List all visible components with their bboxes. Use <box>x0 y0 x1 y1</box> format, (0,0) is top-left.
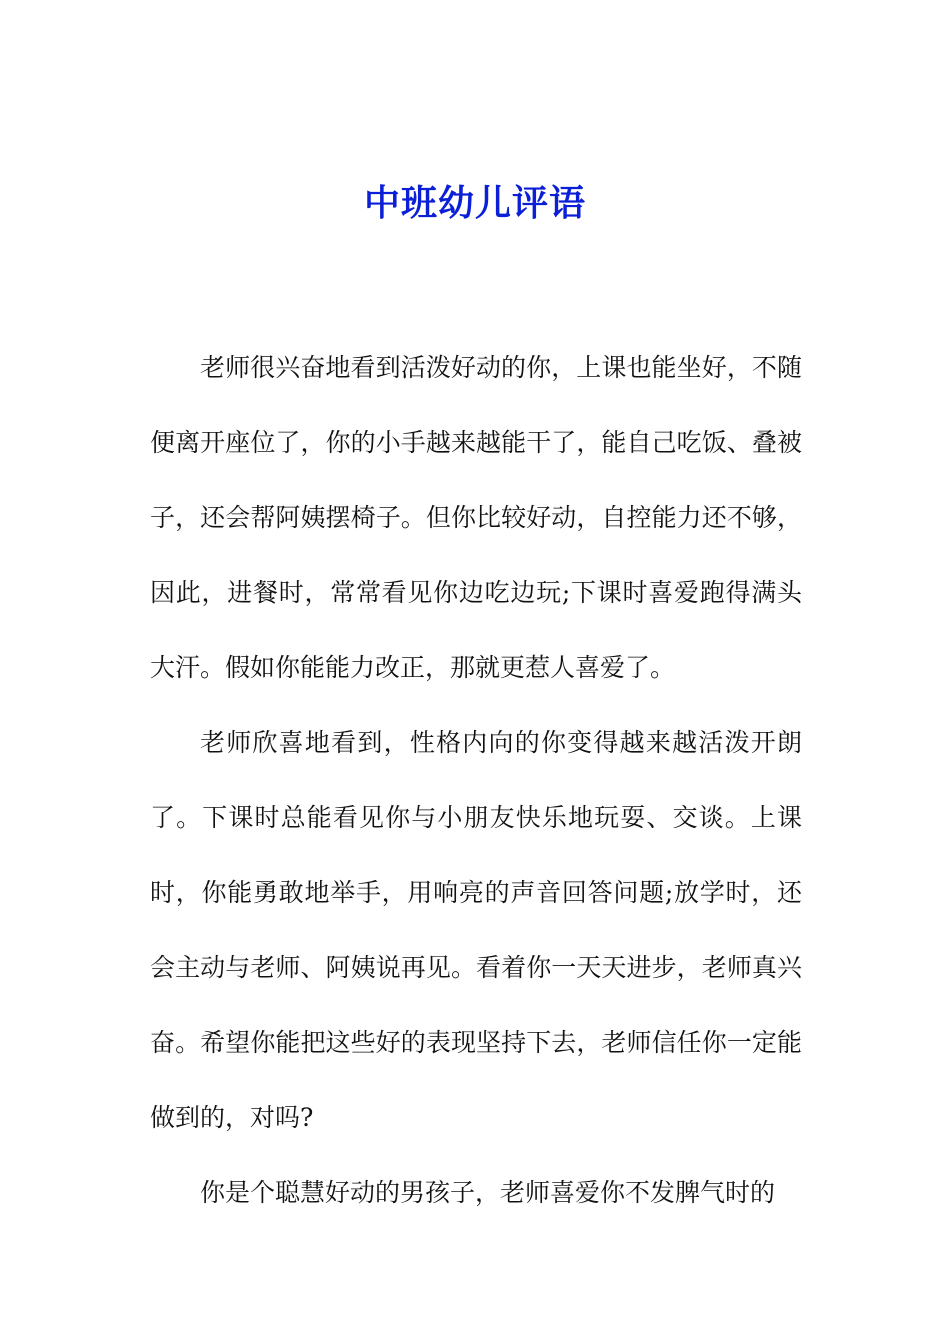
paragraph-3: 你是个聪慧好动的男孩子，老师喜爱你不发脾气时的 <box>200 1178 776 1207</box>
paragraph-1: 老师很兴奋地看到活泼好动的你，上课也能坐好，不随便离开座位了，你的小手越来越能干了，能自己吃饭、叠被子，还会帮阿姨摆椅子。但你比较好动，自控能力还不够，因此，进餐时，常常看见你边吃边玩;下课时喜爱跑得满头大汗。假如你能能力改正，那就更惹人喜爱了。 <box>150 353 802 682</box>
document-title: 中班幼儿评语 <box>363 182 586 224</box>
paragraph-2: 老师欣喜地看到，性格内向的你变得越来越活泼开朗了。下课时总能看见你与小朋友快乐地玩耍、交谈。上课时，你能勇敢地举手，用响亮的声音回答问题;放学时，还会主动与老师、阿姨说再见。看着你一天天进步，老师真兴奋。希望你能把这些好的表现坚持下去，老师信任你一定能做到的，对吗? <box>150 728 802 1132</box>
document-body <box>150 330 802 1230</box>
